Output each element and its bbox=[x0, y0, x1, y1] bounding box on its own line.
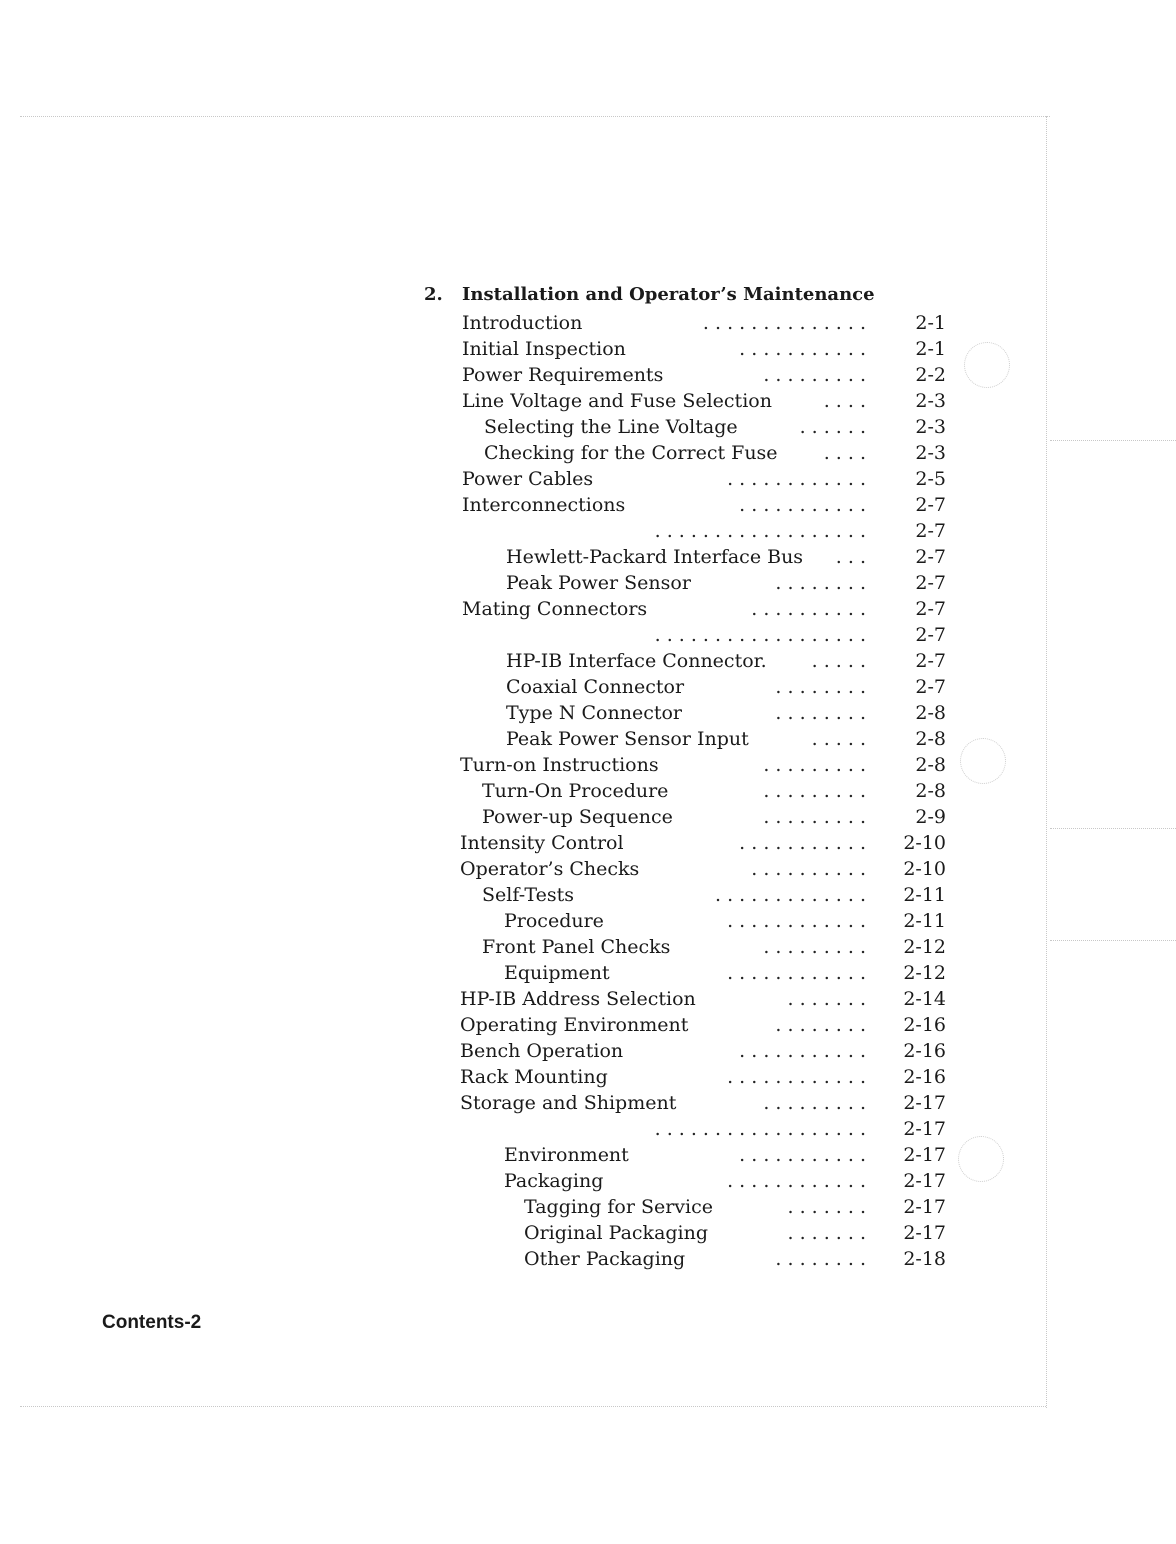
toc-entry-leader-dots: . . . . . . . . . . bbox=[751, 598, 866, 620]
toc-entry-title: Initial Inspection bbox=[462, 338, 626, 360]
toc-entry-leader-dots: . . . . . . . . . bbox=[763, 780, 866, 802]
toc-entry-leader-dots: . . . . . . . . . bbox=[763, 364, 866, 386]
toc-entry-leader-dots: . . . . . . . . bbox=[775, 702, 866, 724]
toc-entry-page-number: 2-10 bbox=[903, 858, 946, 880]
toc-entry[interactable] bbox=[460, 1039, 946, 1063]
toc-entry[interactable] bbox=[482, 935, 946, 959]
toc-entry-title: Power Cables bbox=[462, 468, 594, 490]
toc-entry-page-number: 2-5 bbox=[915, 468, 946, 490]
toc-entry-leader-dots: . . . . . . . . . . . . bbox=[727, 468, 866, 490]
toc-entry[interactable] bbox=[462, 389, 946, 413]
toc-entry-leader-dots: . . . . . . . . . . . bbox=[739, 832, 866, 854]
toc-entry-title: Operating Environment bbox=[460, 1014, 689, 1036]
toc-entry[interactable] bbox=[482, 805, 946, 829]
toc-entry-page-number: 2-1 bbox=[915, 338, 946, 360]
toc-entry[interactable] bbox=[460, 753, 946, 777]
toc-entry-title: Type N Connector bbox=[506, 702, 683, 724]
toc-entry[interactable] bbox=[506, 701, 946, 725]
toc-entry-title: Tagging for Service bbox=[524, 1196, 713, 1218]
toc-entry-leader-dots: . . . . . . . . . . . . . . . . . . bbox=[654, 1118, 866, 1140]
toc-entry-page-number: 2-14 bbox=[903, 988, 946, 1010]
toc-entry-page-number: 2-12 bbox=[903, 962, 946, 984]
toc-entry-page-number: 2-17 bbox=[903, 1196, 946, 1218]
toc-entry-title: Operator’s Checks bbox=[460, 858, 640, 880]
toc-entry-title: Procedure bbox=[504, 910, 604, 932]
toc-entry-leader-dots: . . . . . . . . . bbox=[763, 754, 866, 776]
toc-entry[interactable] bbox=[506, 571, 946, 595]
toc-entry[interactable] bbox=[462, 493, 946, 517]
toc-entry-page-number: 2-7 bbox=[915, 572, 946, 594]
toc-entry[interactable] bbox=[506, 519, 946, 543]
toc-entry-title: Selecting the Line Voltage bbox=[484, 416, 738, 438]
toc-entry-leader-dots: . . . . . . . . . . . bbox=[739, 494, 866, 516]
toc-entry-title: Original Packaging bbox=[524, 1222, 709, 1244]
toc-entry-page-number: 2-7 bbox=[915, 650, 946, 672]
toc-entry-leader-dots: . . . . . . . . bbox=[775, 676, 866, 698]
toc-entry-leader-dots: . . . . . . . . bbox=[775, 1248, 866, 1270]
toc-entry-leader-dots: . . . . . . . . . bbox=[763, 806, 866, 828]
toc-entry-title: Power-up Sequence bbox=[482, 806, 673, 828]
toc-entry-page-number: 2-9 bbox=[915, 806, 946, 828]
toc-entry-page-number: 2-7 bbox=[915, 676, 946, 698]
toc-entry-page-number: 2-8 bbox=[915, 702, 946, 724]
toc-entry-title: Interconnections bbox=[462, 494, 626, 516]
toc-entry-page-number: 2-8 bbox=[915, 754, 946, 776]
toc-entry-leader-dots: . . . . . . . . . . . . bbox=[727, 1170, 866, 1192]
toc-entry-page-number: 2-8 bbox=[915, 728, 946, 750]
toc-entry-leader-dots: . . . . . . . . . . . bbox=[739, 338, 866, 360]
toc-entry-title: Storage and Shipment bbox=[460, 1092, 677, 1114]
toc-entry-title: Coaxial Connector bbox=[506, 676, 685, 698]
toc-entry[interactable] bbox=[462, 467, 946, 491]
toc-entry-page-number: 2-7 bbox=[915, 494, 946, 516]
toc-entry[interactable] bbox=[504, 1169, 946, 1193]
toc-entry-leader-dots: . . . . . . . . . bbox=[763, 1092, 866, 1114]
toc-entry-title: Peak Power Sensor Input bbox=[506, 728, 749, 750]
toc-entry-leader-dots: . . . . . . . . . . . . bbox=[727, 910, 866, 932]
toc-entry-page-number: 2-7 bbox=[915, 624, 946, 646]
toc-entry-page-number: 2-7 bbox=[915, 598, 946, 620]
toc-entry-title: Mating Connectors bbox=[462, 598, 648, 620]
toc-entry[interactable] bbox=[506, 649, 946, 673]
toc-entry[interactable] bbox=[460, 1013, 946, 1037]
chapter-heading bbox=[424, 284, 875, 305]
toc-entry[interactable] bbox=[460, 1065, 946, 1089]
toc-entry-leader-dots: . . . . . . . . . . . . . . bbox=[702, 312, 866, 334]
toc-entry-title: Peak Power Sensor bbox=[506, 572, 691, 594]
toc-entry-title: Bench Operation bbox=[460, 1040, 624, 1062]
toc-entry-page-number: 2-7 bbox=[915, 546, 946, 568]
toc-entry-title: Turn-On Procedure bbox=[482, 780, 669, 802]
toc-entry[interactable] bbox=[482, 779, 946, 803]
toc-entry[interactable] bbox=[462, 363, 946, 387]
toc-entry-title: Introduction bbox=[462, 312, 583, 334]
toc-entry-leader-dots: . . . . . . . . . . . . . . . . . . bbox=[654, 520, 866, 542]
toc-entry-leader-dots: . . . . . . . . . . . . bbox=[727, 1066, 866, 1088]
toc-entry-title: Packaging bbox=[504, 1170, 604, 1192]
toc-entry-title: HP-IB Address Selection bbox=[460, 988, 696, 1010]
toc-entry-page-number: 2-1 bbox=[915, 312, 946, 334]
toc-entry-title: Checking for the Correct Fuse bbox=[484, 442, 778, 464]
toc-entry[interactable] bbox=[460, 831, 946, 855]
toc-entry-page-number: 2-12 bbox=[903, 936, 946, 958]
toc-entry[interactable] bbox=[462, 597, 946, 621]
toc-entry-leader-dots: . . . . . . . . . . . bbox=[739, 1040, 866, 1062]
toc-entry[interactable] bbox=[524, 1247, 946, 1271]
toc-entry-page-number: 2-17 bbox=[903, 1092, 946, 1114]
toc-entry-leader-dots: . . . . . . . . . . . . . . . . . . bbox=[654, 624, 866, 646]
toc-entry[interactable] bbox=[506, 623, 946, 647]
toc-entry-page-number: 2-17 bbox=[903, 1118, 946, 1140]
toc-entry-leader-dots: . . . . . . . . . . . . bbox=[727, 962, 866, 984]
toc-entry-page-number: 2-11 bbox=[903, 884, 946, 906]
toc-entry[interactable] bbox=[504, 961, 946, 985]
toc-entry[interactable] bbox=[482, 883, 946, 907]
toc-entry-title: Other Packaging bbox=[524, 1248, 686, 1270]
toc-entry-page-number: 2-10 bbox=[903, 832, 946, 854]
toc-entry-leader-dots: . . . . bbox=[823, 390, 866, 412]
toc-entry-page-number: 2-7 bbox=[915, 520, 946, 542]
toc-entry[interactable] bbox=[504, 1117, 946, 1141]
page-footer: Contents-2 bbox=[102, 1312, 202, 1333]
toc-entry[interactable] bbox=[524, 1195, 946, 1219]
toc-entry[interactable] bbox=[504, 909, 946, 933]
chapter-title: Installation and Operator’s Maintenance bbox=[462, 284, 875, 305]
toc-entry-page-number: 2-16 bbox=[903, 1040, 946, 1062]
toc-entry-leader-dots: . . . . . bbox=[811, 650, 866, 672]
toc-entry[interactable] bbox=[484, 415, 946, 439]
toc-entry[interactable] bbox=[460, 987, 946, 1011]
toc-entry-leader-dots: . . . . . . . . . bbox=[763, 936, 866, 958]
toc-entry-page-number: 2-16 bbox=[903, 1066, 946, 1088]
toc-entry[interactable] bbox=[506, 545, 946, 569]
toc-entry[interactable] bbox=[460, 857, 946, 881]
toc-entry[interactable] bbox=[504, 1143, 946, 1167]
toc-entry-title: Turn-on Instructions bbox=[460, 754, 659, 776]
toc-entry-page-number: 2-17 bbox=[903, 1222, 946, 1244]
toc-entry-title: Intensity Control bbox=[460, 832, 624, 854]
toc-entry-leader-dots: . . . bbox=[835, 546, 866, 568]
toc-entry[interactable] bbox=[462, 337, 946, 361]
toc-entry-leader-dots: . . . . bbox=[823, 442, 866, 464]
toc-entry-leader-dots: . . . . . . bbox=[799, 416, 866, 438]
toc-entry-page-number: 2-18 bbox=[903, 1248, 946, 1270]
toc-entry-title: Environment bbox=[504, 1144, 629, 1166]
toc-entry[interactable] bbox=[506, 675, 946, 699]
toc-entry-leader-dots: . . . . . . . . . . . . . bbox=[715, 884, 866, 906]
toc-entry-leader-dots: . . . . . . . . bbox=[775, 1014, 866, 1036]
toc-entry-page-number: 2-3 bbox=[915, 442, 946, 464]
toc-entry[interactable] bbox=[462, 311, 946, 335]
toc-entry[interactable] bbox=[506, 727, 946, 751]
toc-entry-title: Self-Tests bbox=[482, 884, 575, 906]
toc-entry-leader-dots: . . . . . . . bbox=[787, 1196, 866, 1218]
toc-entry-title: Line Voltage and Fuse Selection bbox=[462, 390, 772, 412]
toc-entry-leader-dots: . . . . . . . . . . bbox=[751, 858, 866, 880]
toc-entry-title: Equipment bbox=[504, 962, 610, 984]
toc-entry-leader-dots: . . . . . . . . . . . bbox=[739, 1144, 866, 1166]
chapter-number: 2. bbox=[424, 284, 443, 305]
toc-entry-page-number: 2-17 bbox=[903, 1170, 946, 1192]
toc-entry-page-number: 2-3 bbox=[915, 390, 946, 412]
toc-entry-leader-dots: . . . . . bbox=[811, 728, 866, 750]
toc-entry-page-number: 2-2 bbox=[915, 364, 946, 386]
toc-entry[interactable] bbox=[460, 1091, 946, 1115]
toc-entry-title: Power Requirements bbox=[462, 364, 664, 386]
toc-entry-page-number: 2-17 bbox=[903, 1144, 946, 1166]
toc-entry-page-number: 2-3 bbox=[915, 416, 946, 438]
toc-entry-title: Rack Mounting bbox=[460, 1066, 608, 1088]
toc-entry-leader-dots: . . . . . . . . bbox=[775, 572, 866, 594]
toc-entry-page-number: 2-11 bbox=[903, 910, 946, 932]
toc-entry-page-number: 2-16 bbox=[903, 1014, 946, 1036]
toc-entry-leader-dots: . . . . . . . bbox=[787, 1222, 866, 1244]
toc-entry[interactable] bbox=[524, 1221, 946, 1245]
toc-entry[interactable] bbox=[484, 441, 946, 465]
toc-entry-leader-dots: . . . . . . . bbox=[787, 988, 866, 1010]
toc-entry-title: HP-IB Interface Connector. bbox=[506, 650, 767, 672]
toc-entry-page-number: 2-8 bbox=[915, 780, 946, 802]
toc-entry-title: Front Panel Checks bbox=[482, 936, 671, 958]
toc-entry-title: Hewlett-Packard Interface Bus bbox=[506, 546, 804, 568]
